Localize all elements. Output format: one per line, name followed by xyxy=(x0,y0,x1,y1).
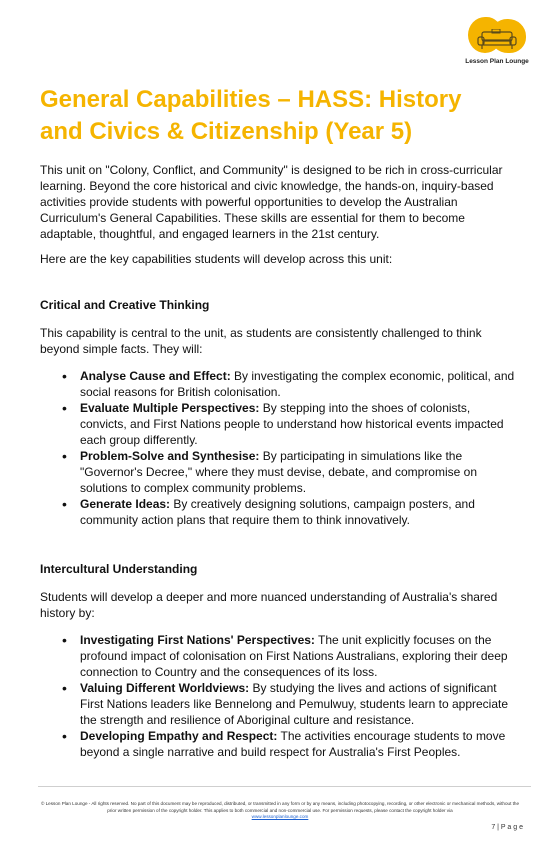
website-link[interactable]: www.lessonplanlounge.com xyxy=(251,814,309,819)
page-title: General Capabilities – HASS: History and Civics & Citizenship (Year 5) xyxy=(40,86,462,145)
logo-text: Lesson Plan Lounge xyxy=(465,58,529,65)
page-number: 7 | P a g e xyxy=(491,824,523,831)
list-item: • Developing Empathy and Respect: The activities encourage students to move beyond a single narrative and build respect for Australia's First Peoples. xyxy=(80,728,520,760)
section-heading-critical-thinking: Critical and Creative Thinking xyxy=(40,298,210,312)
main-content xyxy=(40,162,520,760)
sofa-logo-icon xyxy=(466,15,528,57)
list-item: • Analyse Cause and Effect: By investigating the complex economic, political, and social reasons for British colonisation. xyxy=(80,368,520,400)
capability-list xyxy=(40,632,520,760)
lesson-plan-lounge-logo xyxy=(463,15,531,65)
lead-paragraph: Here are the key capabilities students will develop across this unit: xyxy=(40,252,393,266)
capability-list xyxy=(40,368,520,528)
list-item: • Problem-Solve and Synthesise: By participating in simulations like the "Governor's Decree," where they must devise, debate, and compromise on solutions to complex community problems. xyxy=(80,448,520,496)
list-item: • Valuing Different Worldviews: By studying the lives and actions of significant First Nations leaders like Bennelong and Pemulwuy, students learn to appreciate the strength and resilience of Aboriginal culture and resistance. xyxy=(80,680,520,728)
intro-paragraph: This unit on "Colony, Conflict, and Community" is designed to be rich in cross-curricular learning. Beyond the core historical and civic knowledge, the hands-on, inquiry-based activities provide students with powerful opportunities to develop the Australian Curriculum's General Capabilities. These skills are essential for them to become adaptable, thoughtful, and engaged learners in the 21st century. xyxy=(40,163,503,241)
copyright-notice: © Lesson Plan Lounge - All rights reserved. No part of this document may be reproduced, distributed, or transmitted in any form or by any means, including photocopying, recording, or other electronic or mechanical methods, without the prior written permission of the copyright holder. This applies to both commercial and non-commercial use. For permission requests, please contact the copyright holder via www.lessonplanlounge.com xyxy=(40,801,520,819)
section-description: This capability is central to the unit, as students are consistently challenged to think beyond simple facts. They will: xyxy=(40,326,482,356)
list-item: • Generate Ideas: By creatively designing solutions, campaign posters, and community action plans that require them to think innovatively. xyxy=(80,496,520,528)
section-description: Students will develop a deeper and more nuanced understanding of Australia's shared history by: xyxy=(40,590,498,620)
section-heading-intercultural: Intercultural Understanding xyxy=(40,562,198,576)
list-item: • Evaluate Multiple Perspectives: By stepping into the shoes of colonists, convicts, and First Nations people to understand how historical events impacted each group differently. xyxy=(80,400,520,448)
list-item: • Investigating First Nations' Perspectives: The unit explicitly focuses on the profound impact of colonisation on First Nations Australians, exploring their deep connection to Country and the consequences of its loss. xyxy=(80,632,520,680)
footer-divider xyxy=(38,786,531,787)
